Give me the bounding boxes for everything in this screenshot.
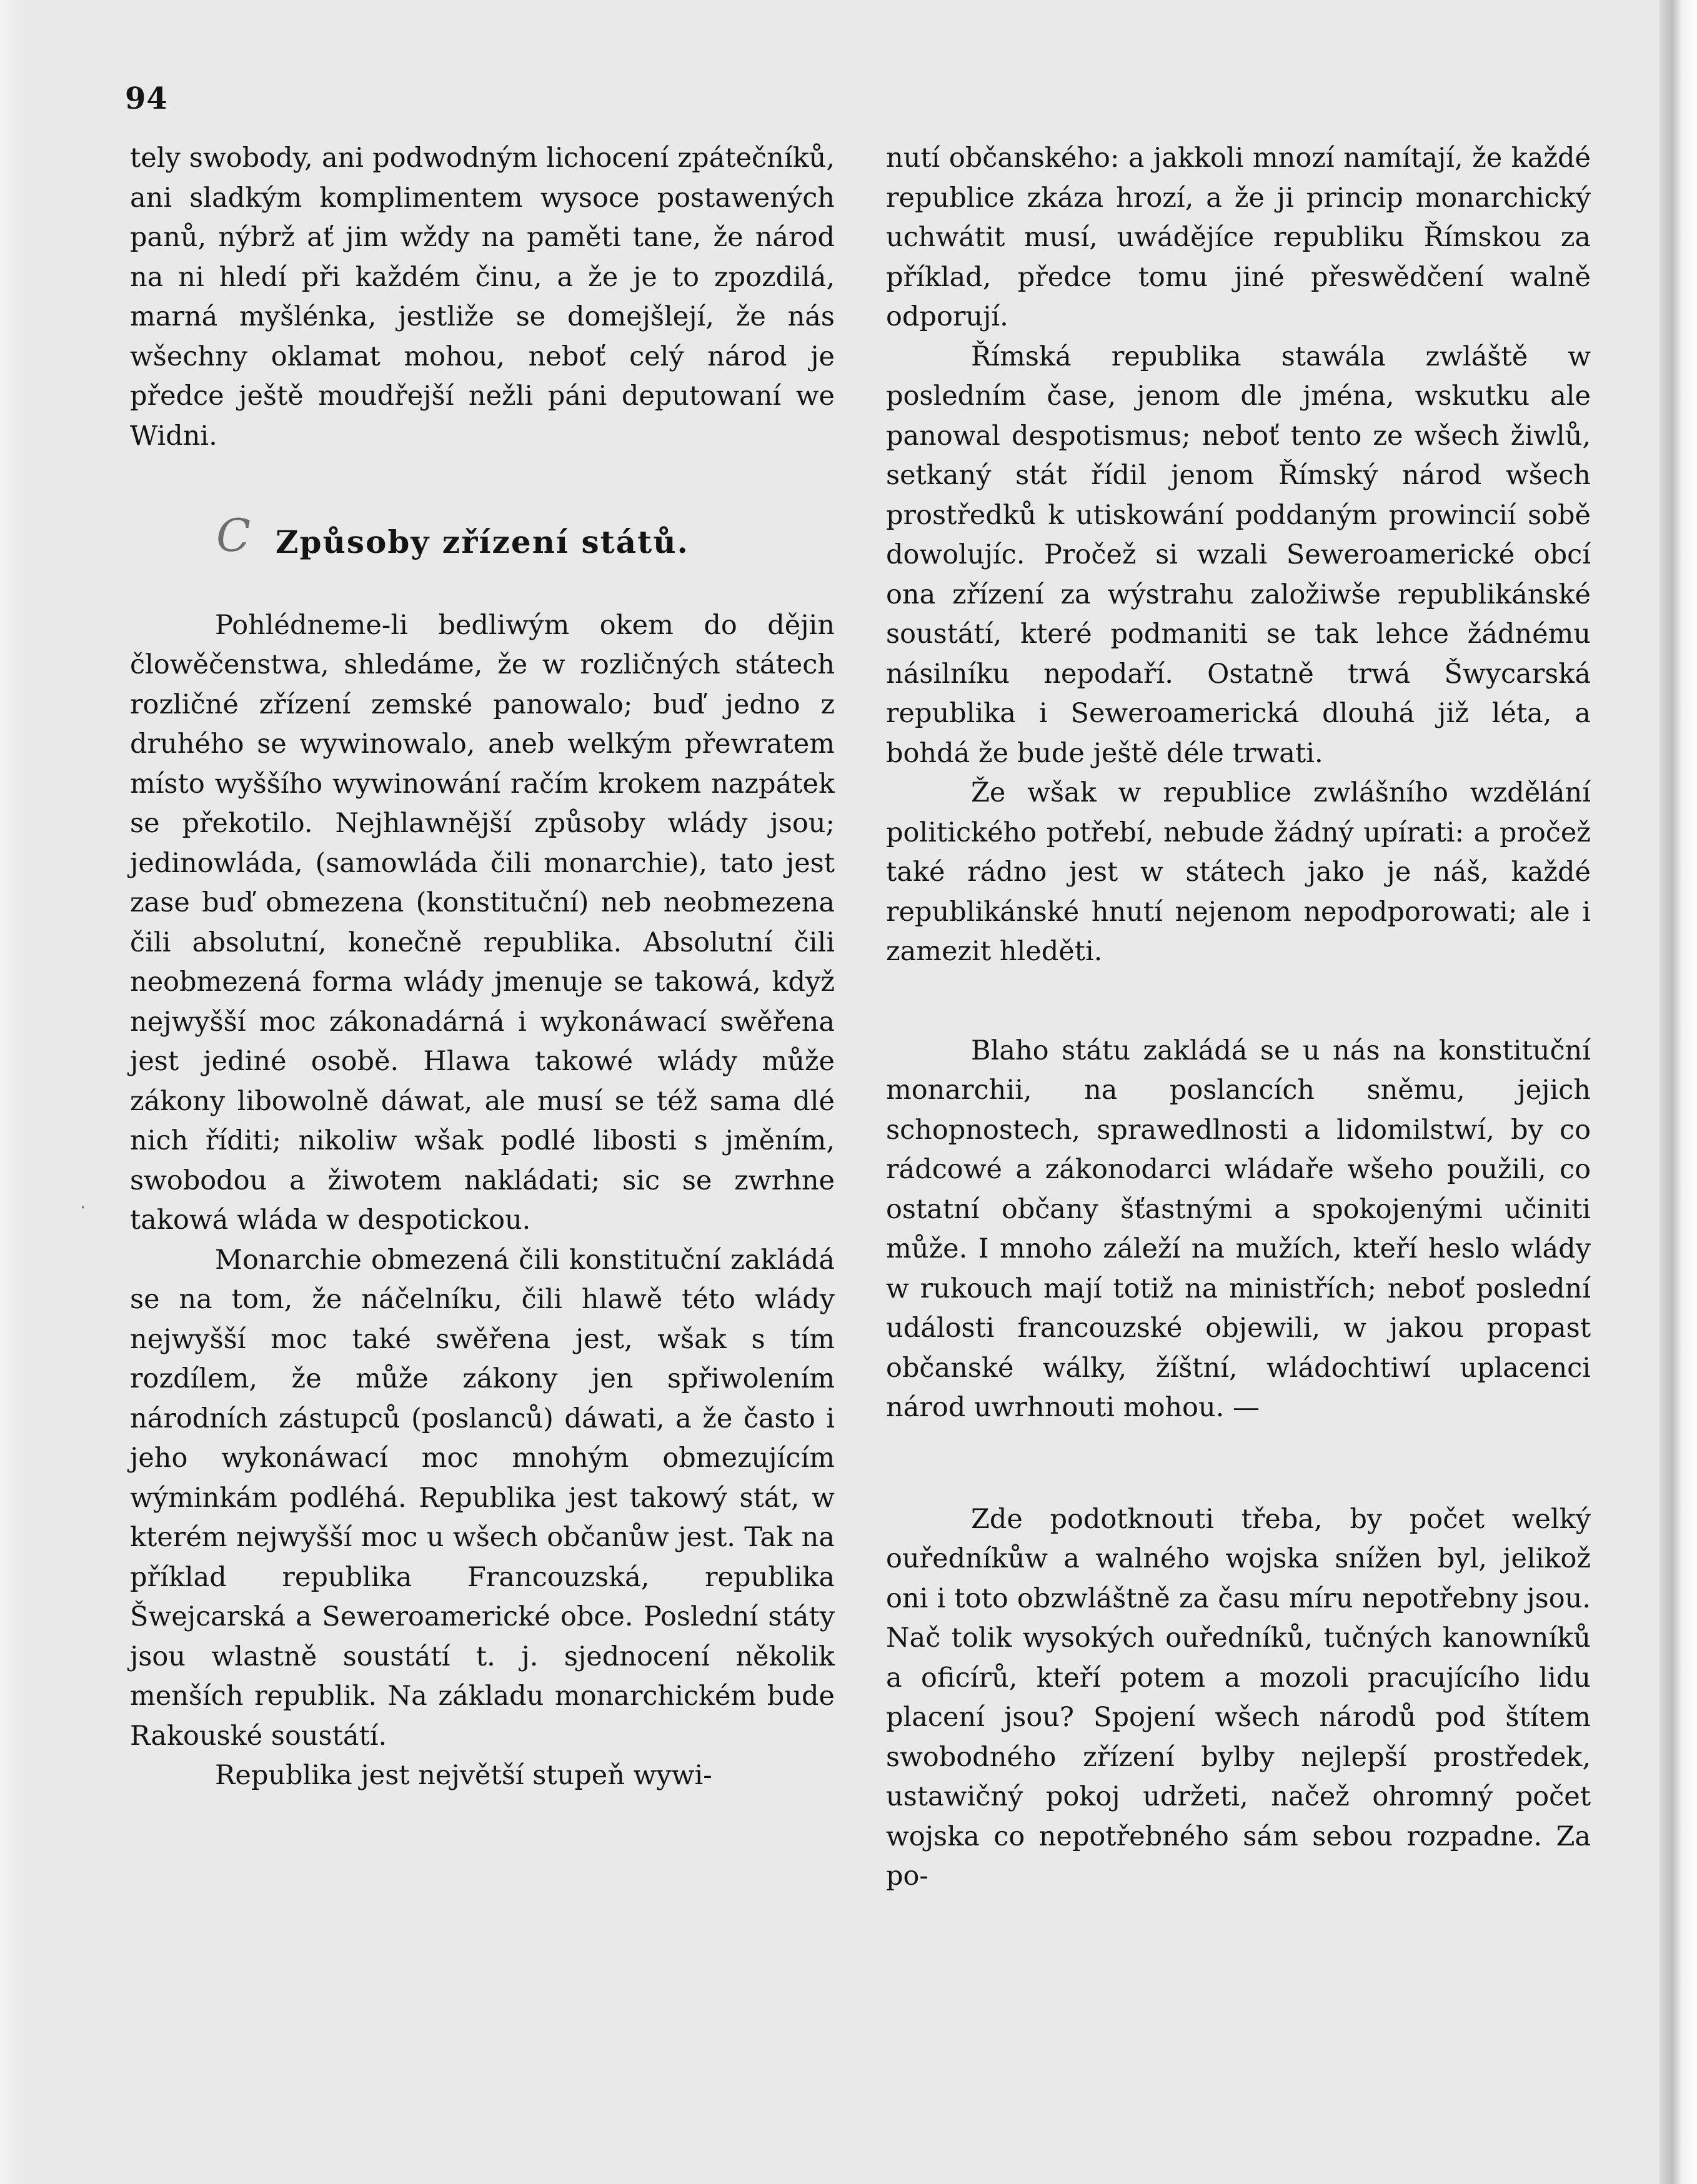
left-paragraph-1: tely swobody, ani podwodným lichocení zpátečníků, ani sladkým komplimentem wysoce postawených panů, nýbrž ať jim wždy na paměti tane, že národ na ni hledí při každém činu, a že je to zpozdilá, marná myšlénka, jestliže se domejšlejí, že nás wšechny oklamat mohou, neboť celý národ je předce ještě moudřejší nežli páni deputowaní we Widni. (130, 142, 835, 452)
handwritten-c-mark: C (216, 509, 252, 562)
scan-shadow-left (0, 0, 25, 2184)
right-paragraph-5: Zde podotknouti třeba, by počet welký ouředníkůw a walného wojska snížen byl, jelikož oni i toto obzwláštně za času míru nepotřebny jsou. Nač tolik wysokých ouředníků, tučných kanowníků a oficírů, kteří potem a mozoli pracujícího lidu placení jsou? Spojení wšech národů pod štítem swobodného zřízení bylby nejlepší prostředek, ustawičný pokoj udržeti, načež ohromný počet wojska co nepotřebného sám sebou rozpadne. Za po- (886, 1503, 1591, 1892)
right-column (886, 139, 1591, 1897)
section-heading-text: Způsoby zřízení států. (276, 524, 689, 560)
left-paragraph-2: Pohlédneme-li bedliwým okem do dějin člowěčenstwa, shledáme, že w rozličných státech rozličné zřízení zemské panowalo; buď jedno z druhého se wywinowalo, aneb welkým přewratem místo wyššího wywinowání račím krokem nazpátek se překotilo. Nejhlawnější způsoby wlády jsou; jedinowláda, (samowláda čili monarchie), tato jest zase buď obmezena (konstituční) neb neobmezena čili absolutní, konečně republika. Absolutní čili neobmezená forma wlády jmenuje se takowá, když nejwyšší moc zákonadárná i wykonáwací swěřena jest jediné osobě. Hlawa takowé wlády může zákony libowolně dáwat, ale musí se též sama dlé nich říditi; nikoliw wšak podlé libosti s jměním, swobodou a žiwotem nakládati; sic se zwrhne takowá wláda w despotickou. (130, 609, 835, 1236)
left-paragraph-4: Republika jest největší stupeň wywi- (215, 1760, 712, 1791)
right-paragraph-2: Římská republika stawála zwláště w posledním čase, jenom dle jména, wskutku ale panowal despotismus; neboť tento ze wšech žiwlů, setkaný stát řídil jenom Římský národ wšech prostředků k utiskowání poddaným prowincií sobě dowolujíc. Pročež si wzali Seweroamerické obcí ona zřízení za wýstrahu založiwše republikánské soustátí, které podmaniti se tak lehce žádnému násilníku nepodaří. Ostatně trwá Šwycarská republika i Seweroamerická dlouhá již léta, a bohdá že bude ještě déle trwati. (886, 340, 1591, 769)
right-paragraph-1: nutí občanského: a jakkoli mnozí namítají, že každé republice zkáza hrozí, a že ji princip monarchický uchwátit musí, uwádějíce republiku Římskou za příklad, předce tomu jiné přeswědčení walně odporují. (886, 142, 1591, 332)
section-heading (130, 509, 835, 562)
margin-mark: · (80, 1197, 86, 1219)
left-paragraph-3: Monarchie obmezená čili konstituční zakládá se na tom, že náčelníku, čili hlawě této wlády nejwyšší moc také swěřena jest, wšak s tím rozdílem, že může zákony jen spřiwolením národních zástupců (poslanců) dáwati, a že často i jeho wykonáwací moc mnohým obmezujícím wýminkám podléhá. Republika jest takowý stát, w kterém nejwyšší moc u wšech občanůw jest. Tak na příklad republika Francouzská, republika Šwejcarská a Seweroamerické obce. Poslední státy jsou wlastně soustátí t. j. sjednocení několik menších republik. Na základu monarchickém bude Rakouské soustátí. (130, 1244, 835, 1752)
right-paragraph-3: Že wšak w republice zwlášního wzdělání politického potřebí, nebude žádný upírati: a pročež také rádno jest w státech jako je náš, každé republikánské hnutí nejenom nepodporowati; ale i zamezit hleděti. (886, 777, 1591, 967)
scan-shadow-right (1660, 0, 1697, 2184)
right-paragraph-4: Blaho státu zakládá se u nás na konstituční monarchii, na poslancích sněmu, jejich schopnostech, sprawedlnosti a lidomilstwí, by co rádcowé a zákonodarci wládaře wšeho použili, co ostatní občany šťastnými a spokojenými učiniti může. I mnoho záleží na mužích, kteří heslo wlády w rukouch mají totiž na ministřích; neboť poslední události francouzské objewili, w jakou propast občanské wálky, žíštní, wládochtiwí uplacenci národ uwrhnouti mohou. — (886, 1035, 1591, 1423)
page-number: 94 (125, 81, 168, 116)
left-column (130, 139, 835, 1796)
